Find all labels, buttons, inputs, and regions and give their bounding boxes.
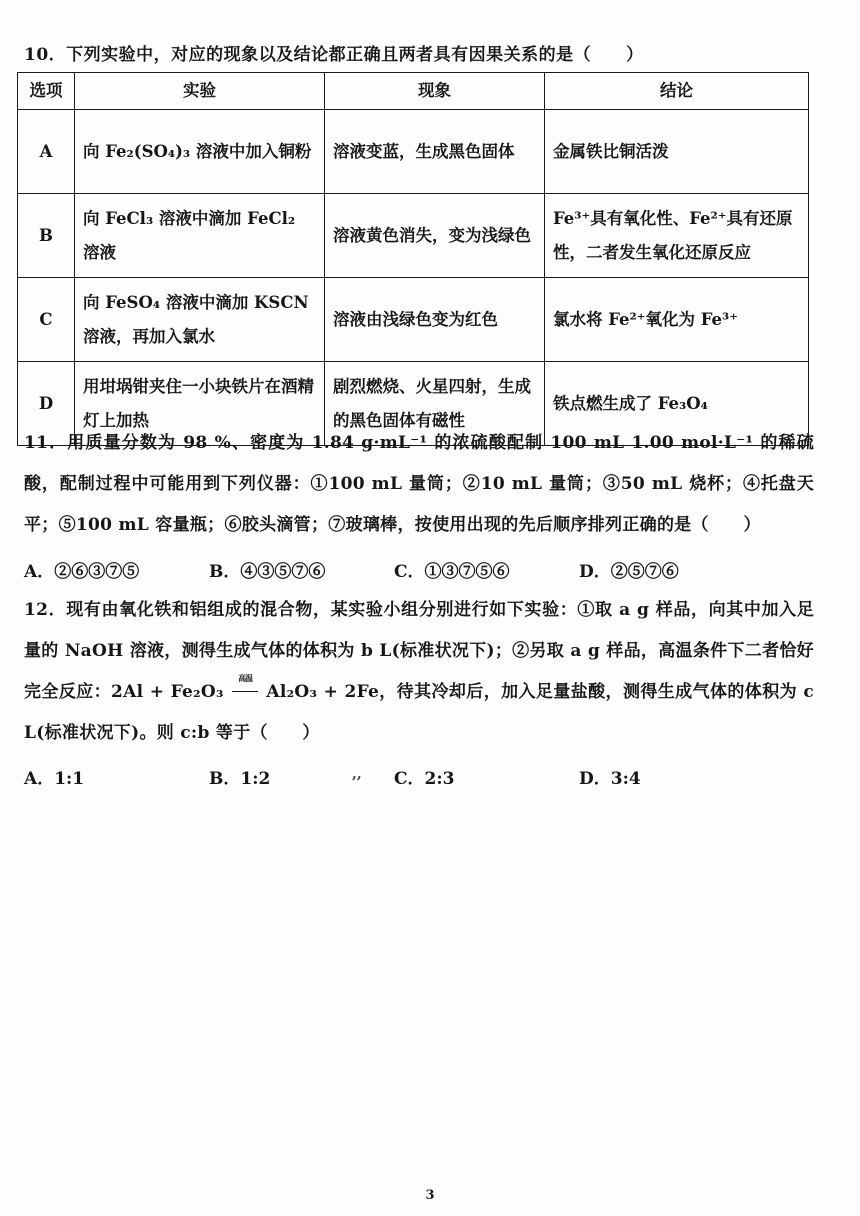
choice-c: C．①③⑦⑤⑥: [394, 562, 510, 582]
table-row: [18, 110, 809, 194]
q12-stem-part2: Al₂O₃ + 2Fe，待其冷却后，加入足量盐酸，测得生成气体的体积为 c L(标准状况下)。则 c:b 等于（ ）: [24, 682, 814, 743]
row-conclusion: 铁点燃生成了 Fe₃O₄: [545, 362, 809, 446]
row-option: B: [18, 194, 75, 278]
choice-a: A．1:1: [24, 769, 85, 789]
table-row: [18, 278, 809, 362]
row-experiment: 向 FeCl₃ 溶液中滴加 FeCl₂ 溶液: [75, 194, 325, 278]
choice-d: D．②⑤⑦⑥: [579, 562, 679, 582]
row-option: C: [18, 278, 75, 362]
choice-a: A．②⑥③⑦⑤: [24, 562, 140, 582]
choice-b: B．1:2: [209, 769, 271, 789]
row-option: A: [18, 110, 75, 194]
question-10-stem: 10．下列实验中，对应的现象以及结论都正确且两者具有因果关系的是（ ）: [24, 45, 644, 65]
row-option: D: [18, 362, 75, 446]
experiment-table: [17, 72, 809, 446]
question-11-stem: 11．用质量分数为 98 %、密度为 1.84 g·mL⁻¹ 的浓硫酸配制 100 mL 1.00 mol·L⁻¹ 的稀硫酸，配制过程中可能用到下列仪器：①100 mL 量筒；②10 mL 量筒；③50 mL 烧杯；④托盘天平；⑤100 mL 容量瓶；⑥胶头滴管；⑦玻璃棒，按使用出现的先后顺序排列正确的是（ ）: [24, 433, 814, 535]
page-number: 3: [425, 1188, 435, 1203]
header-experiment: 实验: [75, 73, 325, 110]
header-option: 选项: [18, 73, 75, 110]
choice-b: B．④③⑤⑦⑥: [209, 562, 326, 582]
row-phenomenon: 溶液变蓝，生成黑色固体: [325, 110, 545, 194]
row-experiment: 向 FeSO₄ 溶液中滴加 KSCN 溶液，再加入氯水: [75, 278, 325, 362]
row-conclusion: Fe³⁺具有氧化性、Fe²⁺具有还原性，二者发生氧化还原反应: [545, 194, 809, 278]
row-phenomenon: 溶液由浅绿色变为红色: [325, 278, 545, 362]
row-phenomenon: 剧烈燃烧、火星四射，生成的黑色固体有磁性: [325, 362, 545, 446]
header-conclusion: 结论: [545, 73, 809, 110]
row-conclusion: 金属铁比铜活泼: [545, 110, 809, 194]
choice-d: D．3:4: [579, 769, 641, 789]
row-phenomenon: 溶液黄色消失，变为浅绿色: [325, 194, 545, 278]
header-phenomenon: 现象: [325, 73, 545, 110]
question-12-stem: [24, 590, 814, 754]
row-conclusion: 氯水将 Fe²⁺氧化为 Fe³⁺: [545, 278, 809, 362]
stray-pen-marks: ,,: [352, 766, 362, 782]
condition-label: 高温: [238, 673, 253, 683]
question-11-choices: [24, 557, 814, 587]
table-header-row: [18, 73, 809, 110]
reaction-arrow-line: [232, 691, 258, 692]
table-row: [18, 194, 809, 278]
row-experiment: 用坩埚钳夹住一小块铁片在酒精灯上加热: [75, 362, 325, 446]
question-12-choices: [24, 764, 814, 794]
row-experiment: 向 Fe₂(SO₄)₃ 溶液中加入铜粉: [75, 110, 325, 194]
q12-stem-part1: 12．现有由氧化铁和铝组成的混合物，某实验小组分别进行如下实验：①取 a g 样品，向其中加入足量的 NaOH 溶液，测得生成气体的体积为 b L(标准状况下)；②另取 a g 样品，高温条件下二者恰好完全反应：2Al + Fe₂O₃: [24, 600, 814, 702]
reaction-condition: [230, 673, 260, 697]
choice-c: C．2:3: [394, 769, 455, 789]
